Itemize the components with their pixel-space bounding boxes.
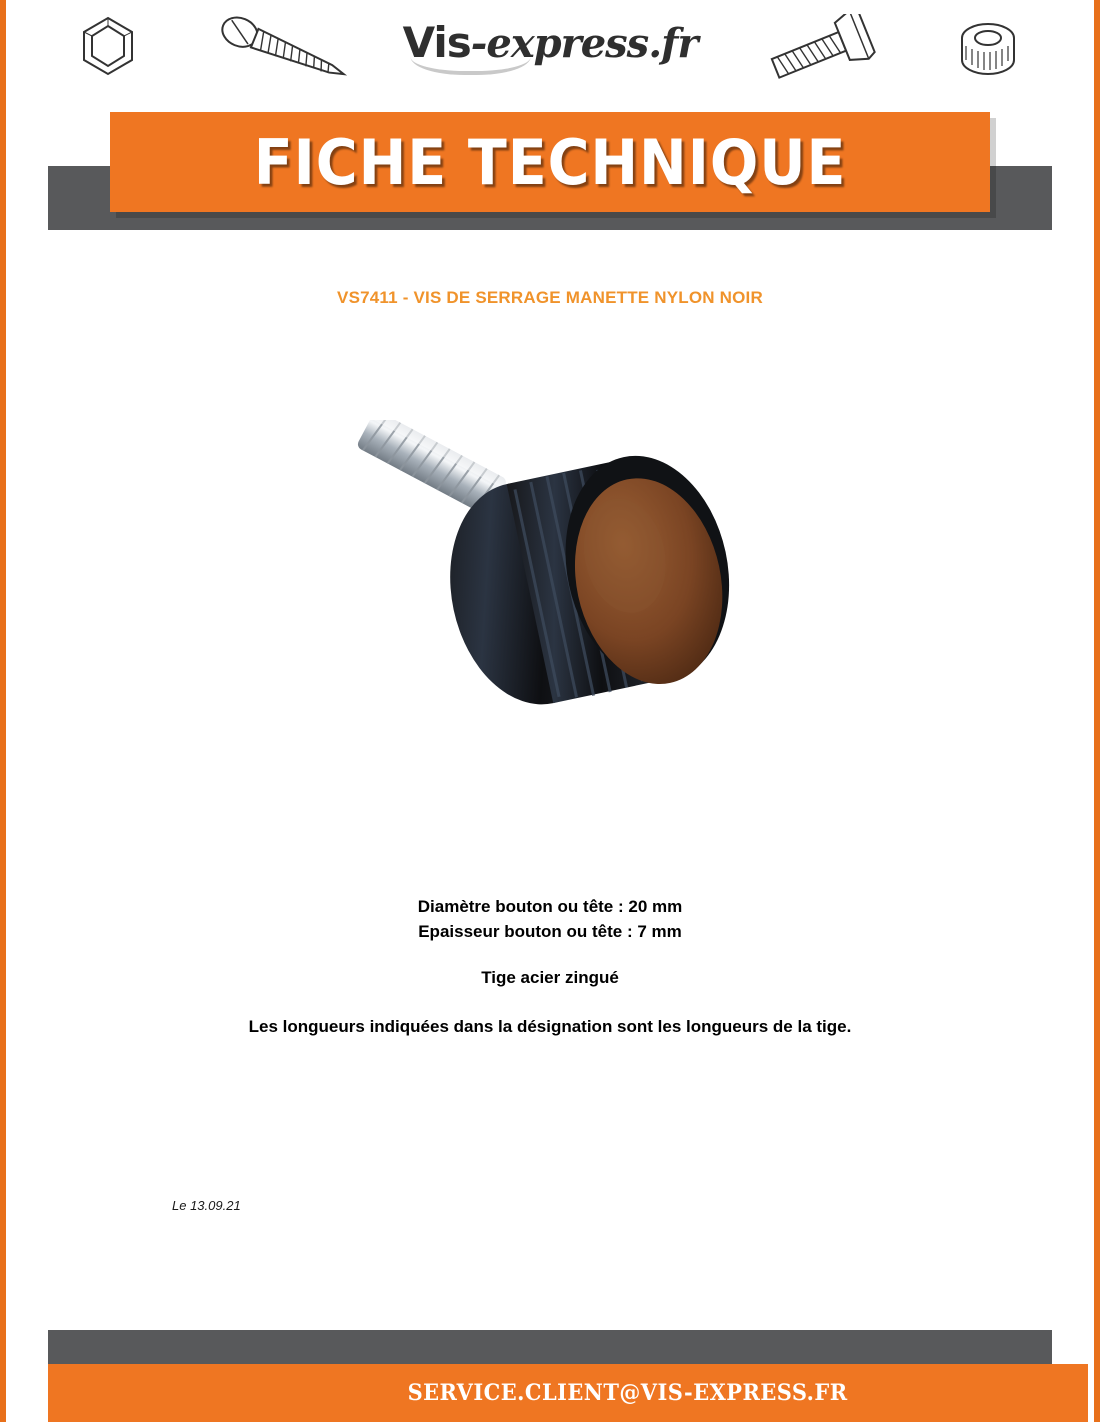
hex-nut-icon — [78, 14, 138, 80]
spec-diameter: Diamètre bouton ou tête : 20 mm — [417, 897, 683, 916]
knurled-nut-icon — [956, 16, 1020, 82]
brand-name-primary: Vis — [402, 18, 471, 67]
page-title: FICHE TECHNIQUE — [253, 125, 847, 199]
hex-bolt-icon — [766, 14, 876, 86]
document-date: Le 13.09.21 — [172, 1198, 241, 1213]
spec-material: Tige acier zingué — [481, 968, 619, 988]
footer-email[interactable]: SERVICE.CLIENT@VIS-EXPRESS.FR — [407, 1380, 848, 1406]
wood-screw-icon — [214, 16, 364, 88]
brand-logo — [403, 18, 698, 67]
product-reference: VS7411 - VIS DE SERRAGE MANETTE NYLON NOIR — [337, 288, 763, 307]
brand-swoosh-icon — [411, 57, 531, 75]
specifications-block — [6, 895, 1094, 1040]
fiche-technique-banner — [110, 112, 990, 212]
footer-contact-bar — [48, 1364, 1088, 1422]
spec-thickness: Epaisseur bouton ou tête : 7 mm — [418, 921, 682, 941]
header-logo-row — [6, 0, 1094, 105]
spec-note: Les longueurs indiquées dans la désignation sont les longueurs de la tige. — [248, 1016, 852, 1036]
product-photo-knurled-thumb-screw — [330, 420, 770, 740]
brand-name-secondary: -express.fr — [470, 20, 698, 67]
